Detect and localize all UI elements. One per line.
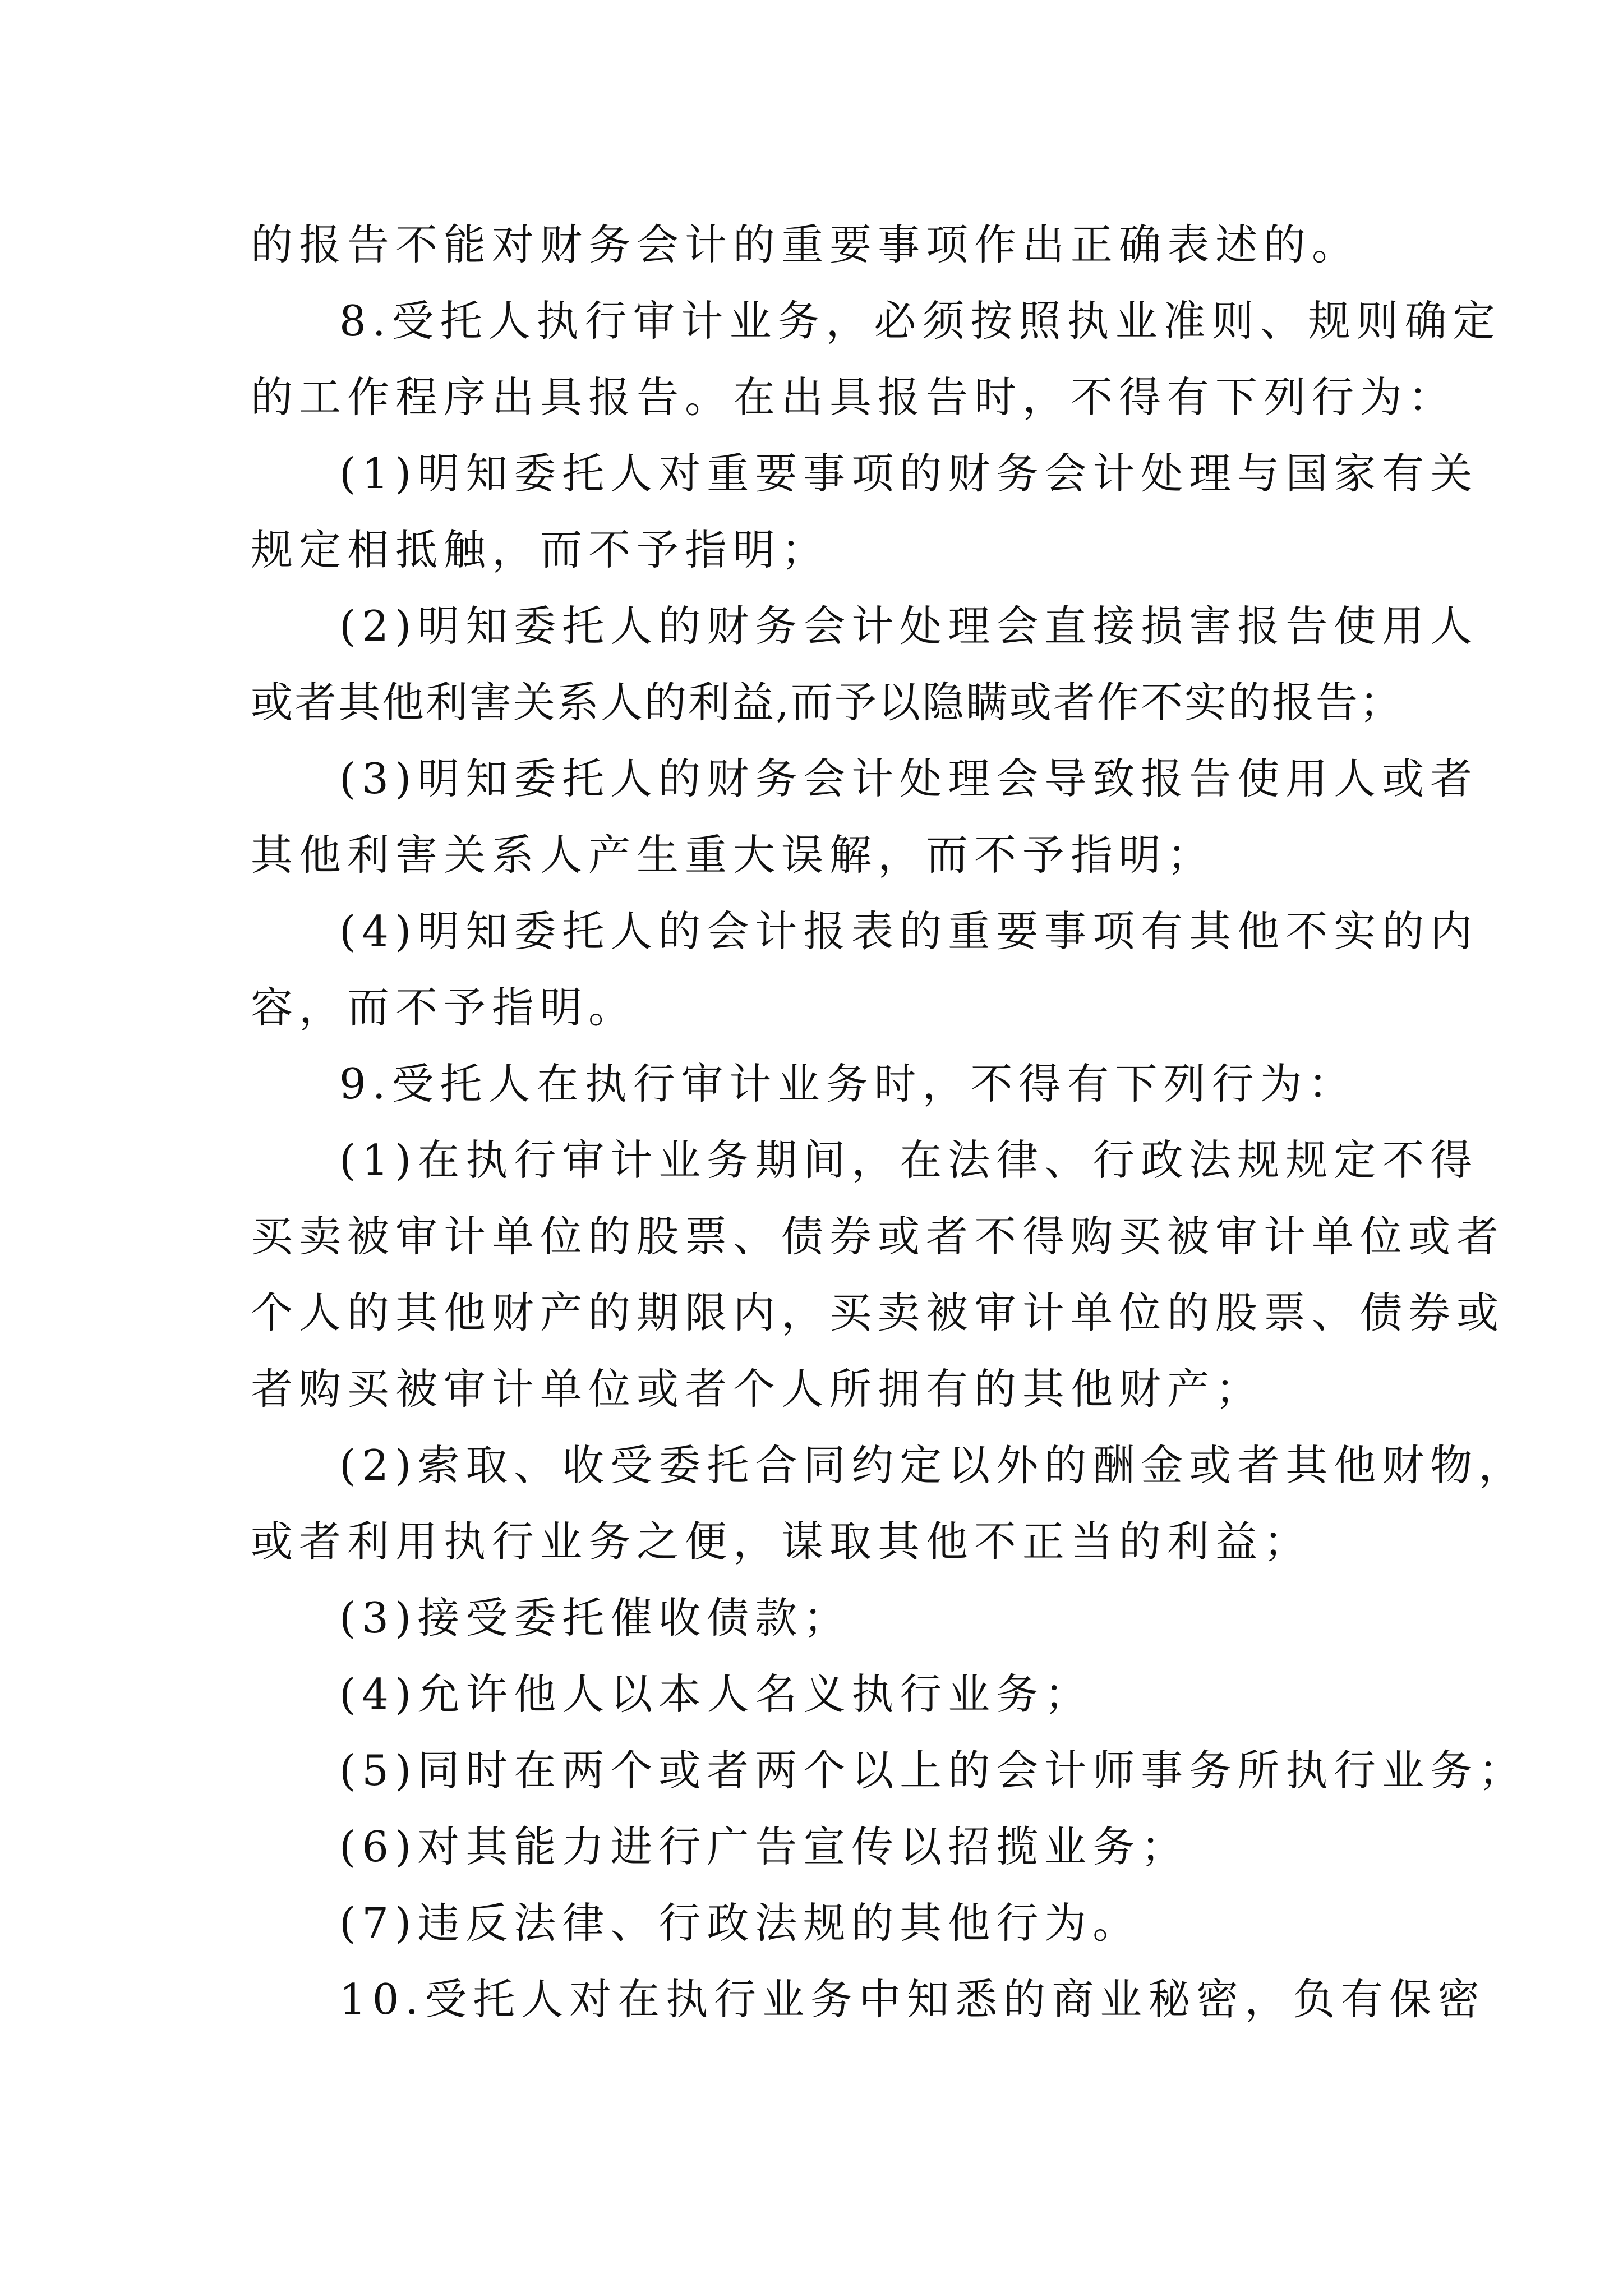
text-line: 规定相抵触，而不予指明； (251, 525, 830, 574)
text-line: (1)在执行审计业务期间，在法律、行政法规规定不得 (339, 1135, 1479, 1185)
text-line: 买卖被审计单位的股票、债券或者不得购买被审计单位或者 (251, 1212, 1505, 1261)
text-line: (5)同时在两个或者两个以上的会计师事务所执行业务； (339, 1746, 1527, 1795)
text-line: 10.受托人对在执行业务中知悉的商业秘密，负有保密 (339, 1975, 1486, 2024)
text-line: (3)明知委托人的财务会计处理会导致报告使用人或者 (339, 754, 1479, 803)
text-line: (3)接受委托催收债款； (339, 1593, 852, 1642)
text-line: 其他利害关系人产生重大误解，而不予指明； (251, 830, 1216, 880)
text-line: 或者利用执行业务之便，谋取其他不正当的利益； (251, 1517, 1312, 1566)
text-line: 的工作程序出具报告。在出具报告时，不得有下列行为： (251, 372, 1457, 422)
text-line: 的报告不能对财务会计的重要事项作出正确表述的。 (251, 220, 1361, 269)
text-line: (7)违反法律、行政法规的其他行为。 (339, 1898, 1141, 1948)
text-line: 9.受托人在执行审计业务时，不得有下列行为： (339, 1059, 1357, 1108)
text-line: 个人的其他财产的期限内，买卖被审计单位的股票、债券或 (251, 1288, 1505, 1337)
text-line: (2)明知委托人的财务会计处理会直接损害报告使用人 (339, 601, 1479, 651)
text-line: 或者其他利害关系人的利益,而予以隐瞒或者作不实的报告； (251, 678, 1403, 727)
text-line: 容，而不予指明。 (251, 983, 637, 1032)
text-line: 8.受托人执行审计业务，必须按照执业准则、规则确定 (339, 296, 1501, 346)
text-line: (4)明知委托人的会计报表的重要事项有其他不实的内 (339, 907, 1479, 956)
text-line: 者购买被审计单位或者个人所拥有的其他财产； (251, 1364, 1264, 1414)
text-line: (2)索取、收受委托合同约定以外的酬金或者其他财物， (339, 1441, 1527, 1490)
text-line: (1)明知委托人对重要事项的财务会计处理与国家有关 (339, 449, 1479, 498)
text-line: (4)允许他人以本人名义执行业务； (339, 1669, 1093, 1719)
text-line: (6)对其能力进行广告宣传以招揽业务； (339, 1822, 1189, 1871)
